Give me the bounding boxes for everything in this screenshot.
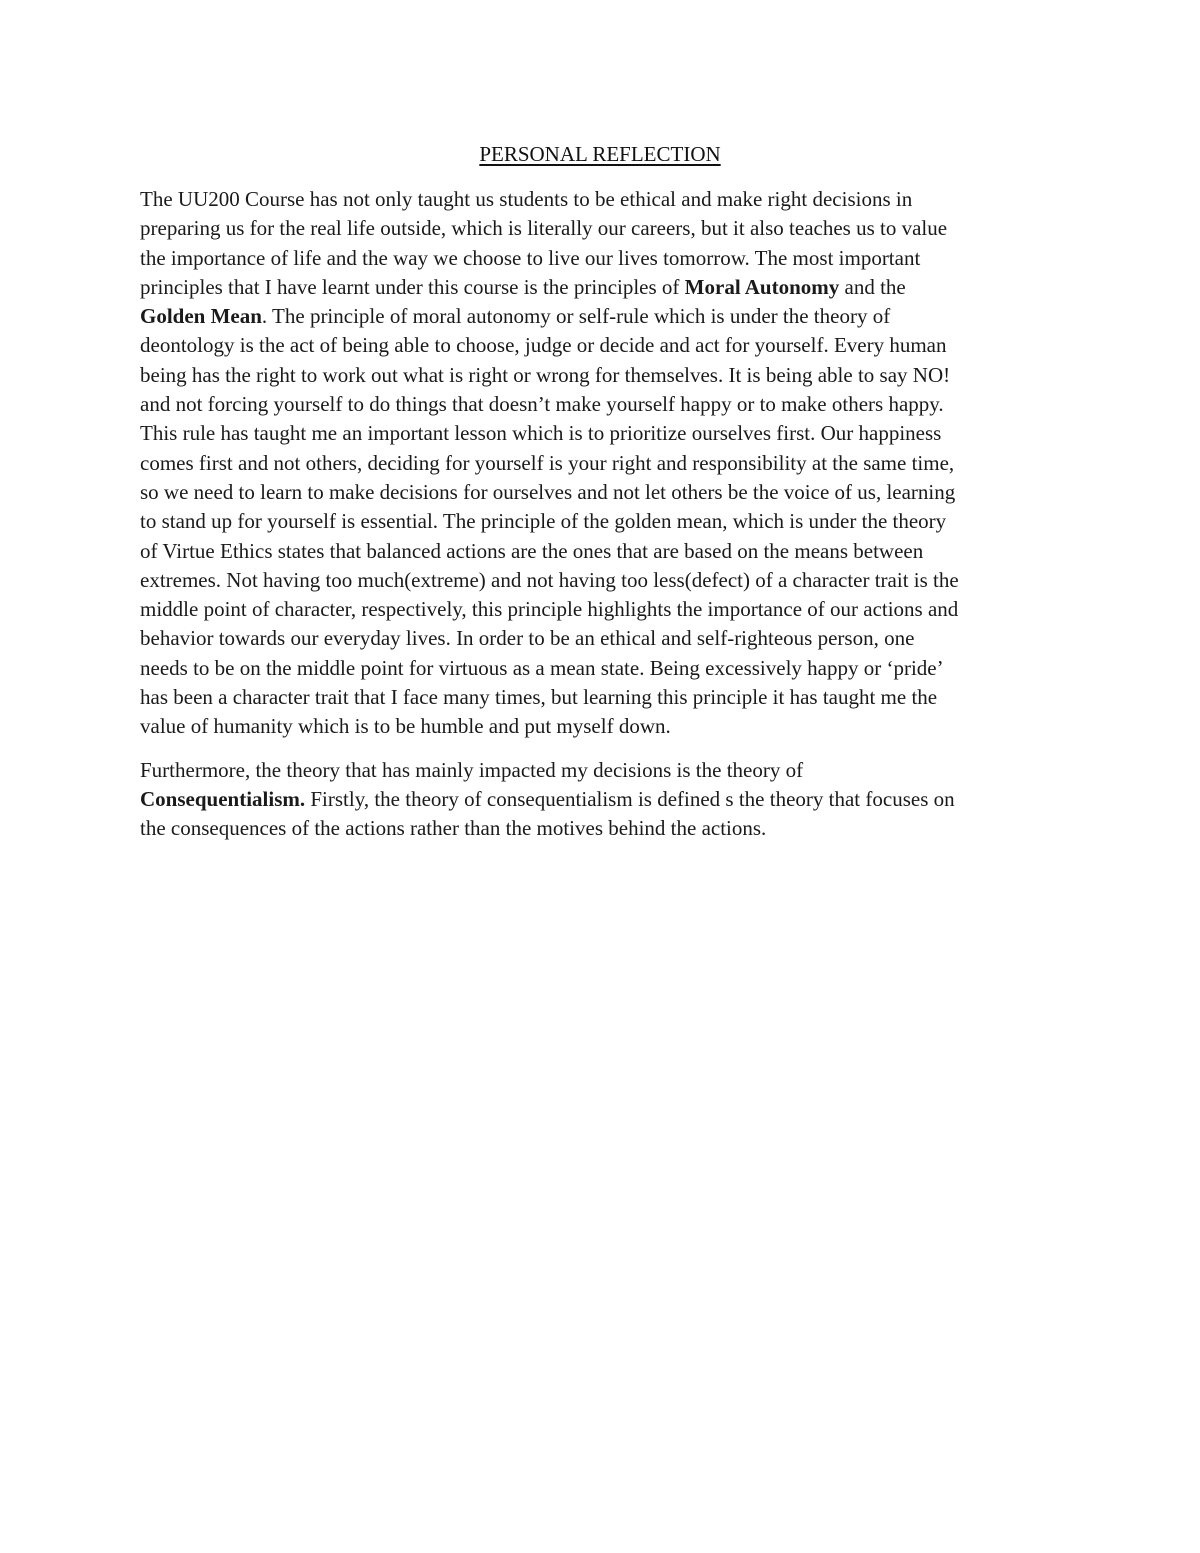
text-line (140, 361, 1065, 390)
text-run: extremes. Not having too much(extreme) and not having too less(defect) of a character trait is the (140, 567, 959, 592)
bold-term: Golden Mean (140, 304, 262, 329)
paragraph (140, 185, 1065, 742)
document-body (140, 185, 1065, 844)
text-line (140, 273, 1065, 302)
text-run: principles that I have learnt under this course is the principles of (140, 274, 685, 299)
text-run: deontology is the act of being able to choose, judge or decide and act for yourself. Every human (140, 333, 947, 358)
bold-term: Moral Autonomy (684, 274, 840, 299)
text-line (140, 185, 1065, 214)
text-run: Firstly, the theory of consequentialism is defined s the theory that focuses on (305, 786, 955, 811)
text-run: Furthermore, the theory that has mainly impacted my decisions is the theory of (140, 757, 804, 782)
text-run: value of humanity which is to be humble and put myself down. (140, 714, 671, 739)
text-run: the consequences of the actions rather than the motives behind the actions. (140, 816, 767, 841)
text-line (140, 683, 1065, 712)
page-title: PERSONAL REFLECTION (479, 142, 721, 166)
text-run: so we need to learn to make decisions for ourselves and not let others be the voice of us, learning (140, 479, 956, 504)
text-line (140, 478, 1065, 507)
text-line (140, 595, 1065, 624)
text-run: has been a character trait that I face many times, but learning this principle it has taught me the (140, 685, 938, 710)
text-line (140, 244, 1065, 273)
text-line (140, 449, 1065, 478)
text-line (140, 214, 1065, 243)
text-run: of Virtue Ethics states that balanced actions are the ones that are based on the means between (140, 538, 924, 563)
text-run: the importance of life and the way we choose to live our lives tomorrow. The most important (140, 245, 921, 270)
bold-term: Consequentialism. (140, 786, 306, 811)
text-run: being has the right to work out what is right or wrong for themselves. It is being able to say NO! (140, 362, 951, 387)
text-line (140, 331, 1065, 360)
text-line (140, 507, 1065, 536)
text-line (140, 624, 1065, 653)
paragraph (140, 756, 1065, 844)
text-run: to stand up for yourself is essential. The principle of the golden mean, which is under the theory (140, 509, 947, 534)
text-line (140, 654, 1065, 683)
text-line (140, 390, 1065, 419)
text-run: . The principle of moral autonomy or self-rule which is under the theory of (261, 304, 891, 329)
text-line (140, 302, 1065, 331)
text-line (140, 785, 1065, 814)
text-run: middle point of character, respectively, this principle highlights the importance of our actions and (140, 597, 959, 622)
text-run: needs to be on the middle point for virtuous as a mean state. Being excessively happy or ‘pride’ (140, 655, 944, 680)
text-run: This rule has taught me an important lesson which is to prioritize ourselves first. Our happiness (140, 421, 942, 446)
text-line (140, 537, 1065, 566)
text-run: The UU200 Course has not only taught us students to be ethical and make right decisions in (140, 187, 913, 211)
text-run: preparing us for the real life outside, which is literally our careers, but it also teaches us to value (140, 216, 948, 241)
text-run: and not forcing yourself to do things that doesn’t make yourself happy or to make others happy. (140, 392, 944, 417)
text-line (140, 756, 1065, 785)
text-line (140, 419, 1065, 448)
text-line (140, 566, 1065, 595)
text-line (140, 814, 1065, 843)
text-run: comes first and not others, deciding for yourself is your right and responsibility at the same time, (140, 450, 955, 475)
text-run: behavior towards our everyday lives. In order to be an ethical and self-righteous person, one (140, 626, 915, 651)
text-line (140, 712, 1065, 741)
text-run: and the (839, 274, 906, 299)
